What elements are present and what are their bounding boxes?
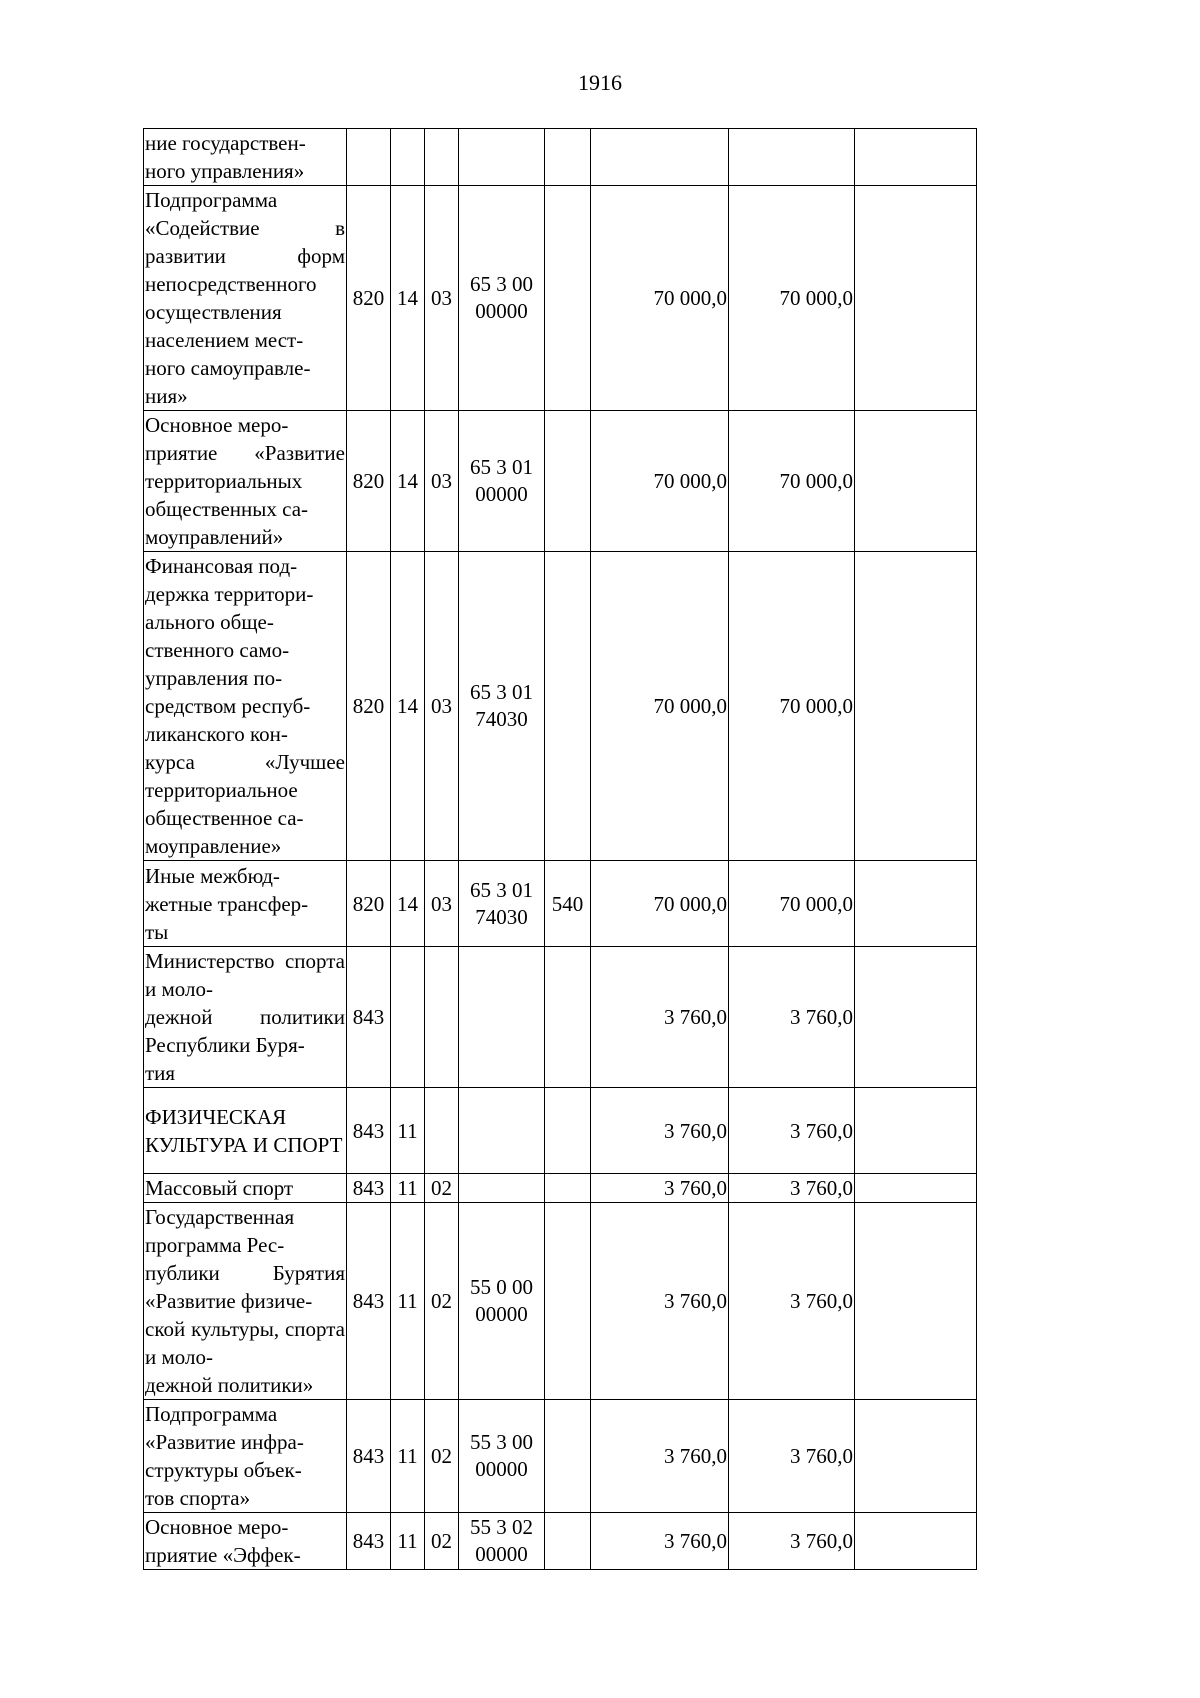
amount-cell [729,129,855,186]
amount-cell: 70 000,0 [591,411,729,552]
section-code-cell: 14 [391,861,425,947]
table-row [144,1513,977,1570]
amount-cell [855,129,977,186]
subsection-code-cell: 02 [425,1174,459,1203]
section-code-cell: 11 [391,1513,425,1570]
amount-cell: 3 760,0 [591,1513,729,1570]
table-row [144,411,977,552]
row-name-cell: Подпрограмма «Развитие инфра- структуры объек- тов спорта» [144,1400,347,1513]
row-name-cell: Массовый спорт [144,1174,347,1203]
expense-type-cell [545,1400,591,1513]
amount-cell [855,552,977,861]
section-code-cell: 14 [391,552,425,861]
target-article-cell [459,947,545,1088]
table-row [144,947,977,1088]
section-code-cell: 11 [391,1400,425,1513]
amount-cell: 3 760,0 [591,1088,729,1174]
expense-type-cell [545,1203,591,1400]
subsection-code-cell: 03 [425,186,459,411]
amount-cell: 3 760,0 [591,1174,729,1203]
table-row [144,1088,977,1174]
amount-cell: 3 760,0 [729,1174,855,1203]
section-code-cell [391,129,425,186]
table-row [144,1174,977,1203]
subsection-code-cell [425,129,459,186]
amount-cell: 70 000,0 [729,861,855,947]
subsection-code-cell: 03 [425,411,459,552]
amount-cell [855,1088,977,1174]
section-code-cell: 14 [391,411,425,552]
amount-cell [855,1513,977,1570]
amount-cell: 70 000,0 [729,186,855,411]
ministry-code-cell [347,129,391,186]
ministry-code-cell: 843 [347,947,391,1088]
amount-cell: 70 000,0 [729,552,855,861]
row-name-cell: Основное меро- приятие «Развитие территориальных общественных са- моуправлений» [144,411,347,552]
amount-cell: 3 760,0 [591,947,729,1088]
amount-cell [855,411,977,552]
table-row [144,129,977,186]
ministry-code-cell: 843 [347,1400,391,1513]
target-article-cell [459,1174,545,1203]
amount-cell: 70 000,0 [729,411,855,552]
ministry-code-cell: 820 [347,861,391,947]
target-article-cell: 65 3 01 00000 [459,411,545,552]
section-code-cell: 11 [391,1088,425,1174]
amount-cell: 70 000,0 [591,861,729,947]
row-name-cell: ФИЗИЧЕСКАЯ КУЛЬТУРА И СПОРТ [144,1088,347,1174]
row-name-cell: Государственная программа Рес- публики Бурятия «Развитие физиче- ской культуры, спорта и моло- дежной политики» [144,1203,347,1400]
expense-type-cell [545,1174,591,1203]
amount-cell: 3 760,0 [729,1088,855,1174]
amount-cell: 70 000,0 [591,186,729,411]
amount-cell: 70 000,0 [591,552,729,861]
row-name-cell: ние государствен- ного управления» [144,129,347,186]
section-code-cell [391,947,425,1088]
table-body [144,129,977,1570]
section-code-cell: 14 [391,186,425,411]
expense-type-cell [545,1513,591,1570]
page-number: 1916 [578,70,622,95]
subsection-code-cell: 03 [425,552,459,861]
row-name-cell: Министерство спорта и моло- дежной политики Республики Буря- тия [144,947,347,1088]
subsection-code-cell: 03 [425,861,459,947]
amount-cell: 3 760,0 [729,1400,855,1513]
table-row [144,861,977,947]
target-article-cell: 55 0 00 00000 [459,1203,545,1400]
row-name-cell: Подпрограмма «Содействие в развитии форм непосредственного осуществления населением мест- ного самоуправле- ния» [144,186,347,411]
target-article-cell: 55 3 00 00000 [459,1400,545,1513]
table-row [144,1400,977,1513]
row-name-cell: Иные межбюд- жетные трансфер- ты [144,861,347,947]
table-row [144,186,977,411]
expense-type-cell [545,552,591,861]
amount-cell [855,1400,977,1513]
amount-cell: 3 760,0 [729,947,855,1088]
subsection-code-cell [425,947,459,1088]
amount-cell: 3 760,0 [729,1203,855,1400]
expense-type-cell [545,1088,591,1174]
ministry-code-cell: 820 [347,552,391,861]
budget-table [143,128,977,1570]
target-article-cell: 55 3 02 00000 [459,1513,545,1570]
amount-cell: 3 760,0 [591,1203,729,1400]
target-article-cell: 65 3 01 74030 [459,861,545,947]
section-code-cell: 11 [391,1203,425,1400]
amount-cell [855,947,977,1088]
amount-cell [855,1174,977,1203]
section-code-cell: 11 [391,1174,425,1203]
target-article-cell: 65 3 01 74030 [459,552,545,861]
expense-type-cell [545,947,591,1088]
amount-cell: 3 760,0 [729,1513,855,1570]
row-name-cell: Основное меро- приятие «Эффек- [144,1513,347,1570]
expense-type-cell [545,129,591,186]
amount-cell [855,186,977,411]
subsection-code-cell [425,1088,459,1174]
ministry-code-cell: 820 [347,186,391,411]
table-row [144,552,977,861]
ministry-code-cell: 843 [347,1513,391,1570]
ministry-code-cell: 843 [347,1088,391,1174]
subsection-code-cell: 02 [425,1400,459,1513]
row-name-cell: Финансовая под- держка территори- ального обще- ственного само- управления по- средством респуб- ликанского кон- курса «Лучшее территориальное общественное са- моуправление» [144,552,347,861]
expense-type-cell: 540 [545,861,591,947]
target-article-cell: 65 3 00 00000 [459,186,545,411]
ministry-code-cell: 843 [347,1203,391,1400]
amount-cell: 3 760,0 [591,1400,729,1513]
ministry-code-cell: 820 [347,411,391,552]
table-row [144,1203,977,1400]
expense-type-cell [545,186,591,411]
subsection-code-cell: 02 [425,1203,459,1400]
expense-type-cell [545,411,591,552]
target-article-cell [459,1088,545,1174]
target-article-cell [459,129,545,186]
amount-cell [855,1203,977,1400]
amount-cell [855,861,977,947]
amount-cell [591,129,729,186]
ministry-code-cell: 843 [347,1174,391,1203]
subsection-code-cell: 02 [425,1513,459,1570]
